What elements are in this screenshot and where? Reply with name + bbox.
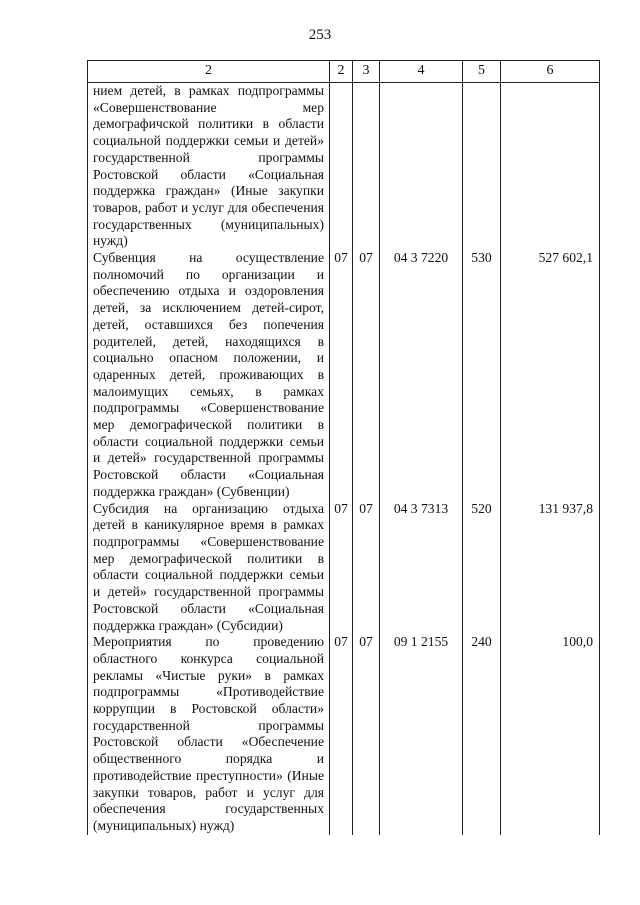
row-description: Мероприятия по проведению областного конкурса социальной рекламы «Чистые руки» в рамках подпрограммы «Противодействие коррупции в Ростовской области» государственной программы Ростовской области «Обеспечение общественного порядка и противодействие преступности» (Иные закупки товаров, работ и услуг для обеспечения государственных (муниципальных) нужд) bbox=[88, 634, 330, 834]
column-header-description: 2 bbox=[88, 61, 330, 83]
column-header-sum: 6 bbox=[501, 61, 600, 83]
row-section: 07 bbox=[330, 634, 353, 834]
table-row bbox=[88, 250, 600, 501]
row-target-article: 09 1 2155 bbox=[380, 634, 463, 834]
row-expense-type: 240 bbox=[463, 634, 501, 834]
table-header-row bbox=[88, 61, 600, 83]
row-sum: 100,0 bbox=[501, 634, 600, 834]
column-header-target-article: 4 bbox=[380, 61, 463, 83]
row-target-article bbox=[380, 83, 463, 251]
column-header-expense-type: 5 bbox=[463, 61, 501, 83]
table-row bbox=[88, 83, 600, 251]
row-description: Субвенция на осуществление полномочий по организации и обеспечению отдыха и оздоровления детей, за исключением детей-сирот, детей, оставшихся без попечения родителей, детей, находящихся в социально опасном положении, и одаренных детей, проживающих в малоимущих семьях, в рамках подпрограммы «Совершенствование мер демографической политики в области социальной поддержки семьи и детей» государственной программы Ростовской области «Социальная поддержка граждан» (Субвенции) bbox=[88, 250, 330, 501]
row-target-article: 04 3 7313 bbox=[380, 501, 463, 635]
row-section bbox=[330, 83, 353, 251]
row-target-article: 04 3 7220 bbox=[380, 250, 463, 501]
row-section: 07 bbox=[330, 250, 353, 501]
row-subsection: 07 bbox=[353, 250, 380, 501]
table-row bbox=[88, 634, 600, 834]
row-subsection: 07 bbox=[353, 501, 380, 635]
row-subsection: 07 bbox=[353, 634, 380, 834]
row-section: 07 bbox=[330, 501, 353, 635]
row-sum: 527 602,1 bbox=[501, 250, 600, 501]
column-header-section: 2 bbox=[330, 61, 353, 83]
table-row bbox=[88, 501, 600, 635]
row-expense-type: 530 bbox=[463, 250, 501, 501]
row-sum bbox=[501, 83, 600, 251]
row-sum: 131 937,8 bbox=[501, 501, 600, 635]
budget-table bbox=[87, 60, 600, 835]
row-expense-type: 520 bbox=[463, 501, 501, 635]
row-description: Субсидия на организацию отдыха детей в каникулярное время в рамках подпрограммы «Совершенствование мер демографической политики в области социальной поддержки семьи и детей» государственной программы Ростовской области «Социальная поддержка граждан» (Субсидии) bbox=[88, 501, 330, 635]
row-expense-type bbox=[463, 83, 501, 251]
column-header-subsection: 3 bbox=[353, 61, 380, 83]
row-description: нием детей, в рамках подпрограммы «Совершенствование мер демографичской политики в области социальной поддержки семьи и детей» государственной программы Ростовской области «Социальная поддержка граждан» (Иные закупки товаров, работ и услуг для обеспечения государственных (муниципальных) нужд) bbox=[88, 83, 330, 251]
page-number: 253 bbox=[308, 27, 332, 43]
row-subsection bbox=[353, 83, 380, 251]
